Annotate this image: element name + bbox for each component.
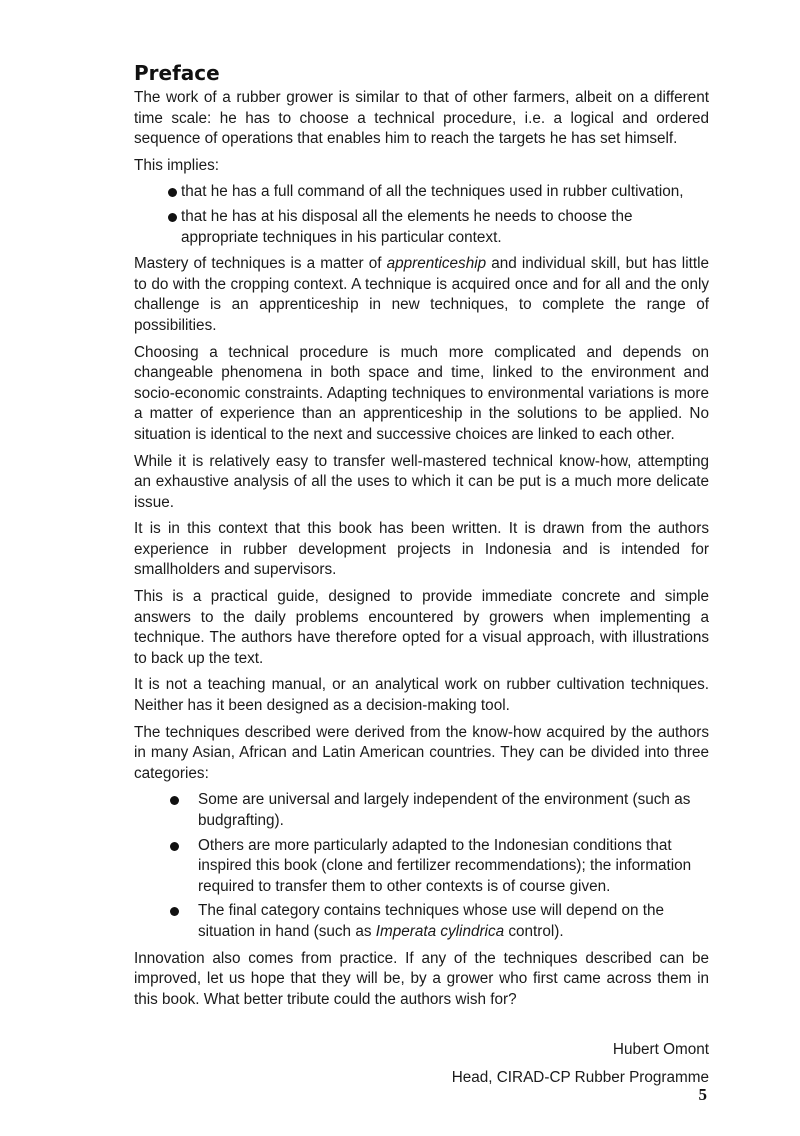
list-item: [134, 182, 709, 203]
bullet-icon: [170, 907, 179, 916]
list-item-text: Others are more particularly adapted to the Indonesian conditions that inspired this book (clone and fertilizer recommendations); the information required to transfer them to other contexts is of course given.: [198, 836, 692, 895]
bullet-icon: [170, 842, 179, 851]
implies-label: This implies:: [134, 156, 219, 174]
list-item: [134, 901, 709, 942]
signature-name: Hubert Omont: [612, 1041, 709, 1059]
choosing-paragraph: Choosing a technical procedure is much more complicated and depends on changeable phenomena in both space and time, linked to the environment and socio-economic constraints. Adapting techniques to environmental variations is more a matter of experience than an apprenticeship in the solutions to be applied. No situation is identical to the next and successive choices are linked to each other.: [134, 343, 709, 443]
transfer-paragraph: While it is relatively easy to transfer well-mastered technical know-how, attempting an exhaustive analysis of all the uses to which it can be put is a much more delicate issue.: [134, 452, 709, 511]
category-text: The final category contains techniques whose use will depend on the situation in hand (such as: [198, 902, 665, 940]
derived-paragraph: The techniques described were derived from the know-how acquired by the authors in many Asian, African and Latin American countries. They can be divided into three categories:: [134, 723, 709, 782]
list-item: [134, 207, 709, 248]
list-item-text: that he has at his disposal all the elements he needs to choose the appropriate techniques in his particular context.: [181, 207, 633, 246]
implies-list: [134, 182, 709, 248]
signature-role: Head, CIRAD-CP Rubber Programme: [451, 1069, 709, 1087]
mastery-paragraph: [134, 254, 709, 336]
document-page: [134, 60, 709, 1092]
innovation-paragraph: Innovation also comes from practice. If any of the techniques described can be improved, let us hope that they will be, by a grower who first came across them in this book. What better tribute could the authors wish for?: [134, 949, 709, 1008]
bullet-icon: [168, 188, 177, 197]
bullet-icon: [170, 796, 179, 805]
mastery-text: Mastery of techniques is a matter of: [134, 255, 387, 273]
species-name: Imperata cylindrica: [375, 922, 505, 940]
intro-paragraph: The work of a rubber grower is similar to that of other farmers, albeit on a different time scale: he has to choose a technical procedure, i.e. a logical and ordered sequence of operations that enables him to reach the targets he has set himself.: [134, 89, 709, 148]
not-manual-paragraph: It is not a teaching manual, or an analytical work on rubber cultivation techniques. Neither has it been designed as a decision-making tool.: [134, 676, 709, 715]
list-item-text: that he has a full command of all the techniques used in rubber cultivation,: [181, 183, 684, 201]
list-item: [134, 790, 709, 831]
bullet-icon: [168, 213, 177, 222]
page-title: Preface: [134, 61, 220, 85]
practical-paragraph: This is a practical guide, designed to provide immediate concrete and simple answers to the daily problems encountered by growers when implementing a technique. The authors have therefore opted for a visual approach, with illustrations to back up the text.: [134, 588, 709, 667]
categories-list: [134, 790, 709, 942]
category-text-end: control).: [504, 922, 564, 940]
signature-block: [134, 1036, 709, 1092]
mastery-emphasis: apprenticeship: [386, 255, 487, 273]
list-item-text: Some are universal and largely independent of the environment (such as budgrafting).: [198, 791, 691, 829]
mastery-text-end: and individual skill, but has little to do with the cropping context. A technique is acquired once and for all and the only challenge is an apprenticeship in new techniques, to complete the range of possibilities.: [134, 255, 709, 334]
page-number: 5: [698, 1085, 707, 1104]
context-paragraph: It is in this context that this book has been written. It is drawn from the authors experience in rubber development projects in Indonesia and is intended for smallholders and supervisors.: [134, 520, 709, 579]
list-item-text: [198, 902, 664, 940]
list-item: [134, 836, 709, 898]
